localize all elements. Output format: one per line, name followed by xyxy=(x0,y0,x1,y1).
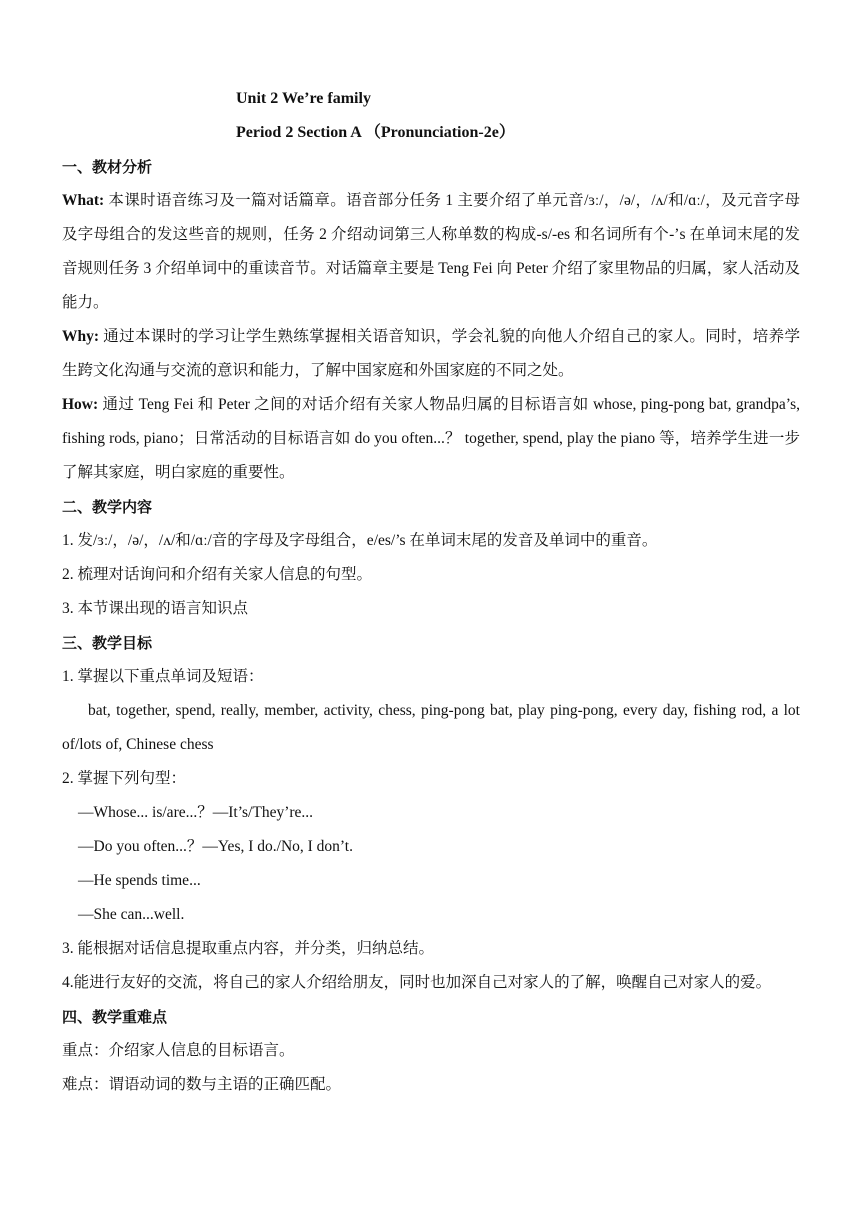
what-text: 本课时语音练习及一篇对话篇章。语音部分任务 1 主要介绍了单元音/ɜː/，/ə/，/ʌ/和/ɑː/，及元音字母及字母组合的发这些音的规则，任务 2 介绍动词第三人称单数的构成-s/-es 和名词所有个-’s 在单词末尾的发音规则任务 3 介绍单词中的重读音节。对话篇章主要是 Teng Fei 向 Peter 介绍了家里物品的归属，家人活动及能力。 xyxy=(62,192,800,311)
sentence-pattern: —She can...well. xyxy=(78,906,185,923)
key-point: 重点：介绍家人信息的目标语言。 xyxy=(62,1042,295,1059)
why-label: Why: xyxy=(62,328,100,345)
content-item: 1. 发/ɜː/，/ə/，/ʌ/和/ɑː/音的字母及字母组合，e/es/’s 在单词末尾的发音及单词中的重音。 xyxy=(62,532,658,549)
objective-item-4: 4.能进行友好的交流，将自己的家人介绍给朋友，同时也加深自己对家人的了解，唤醒自己对家人的爱。 xyxy=(62,974,772,991)
what-paragraph xyxy=(62,184,800,320)
why-text: 通过本课时的学习让学生熟练掌握相关语音知识，学会礼貌的向他人介绍自己的家人。同时，培养学生跨文化沟通与交流的意识和能力，了解中国家庭和外国家庭的不同之处。 xyxy=(62,328,800,379)
unit-title: Unit 2 We’re family xyxy=(236,90,371,107)
sentence-pattern: —He spends time... xyxy=(78,872,201,889)
content-item: 3. 本节课出现的语言知识点 xyxy=(62,600,249,617)
period-title: Period 2 Section A （Pronunciation-2e） xyxy=(236,124,515,141)
vocabulary-list: bat, together, spend, really, member, activity, chess, ping-pong bat, play ping-pong, every day, fishing rod, a lot of/lots of, Chinese chess xyxy=(62,702,800,753)
section-heading-analysis: 一、教材分析 xyxy=(62,158,153,176)
difficult-point: 难点：谓语动词的数与主语的正确匹配。 xyxy=(62,1076,342,1093)
how-label: How: xyxy=(62,396,99,413)
document-page xyxy=(62,82,800,1102)
how-paragraph xyxy=(62,388,800,490)
section-heading-content: 二、教学内容 xyxy=(62,498,153,516)
sentence-pattern: —Do you often...？—Yes, I do./No, I don’t. xyxy=(78,838,353,855)
why-paragraph xyxy=(62,320,800,388)
sentence-pattern: —Whose... is/are...？—It’s/They’re... xyxy=(78,804,314,821)
how-text: 通过 Teng Fei 和 Peter 之间的对话介绍有关家人物品归属的目标语言如 whose, ping-pong bat, grandpa’s, fishing rods, piano；日常活动的目标语言如 do you often...？ together, spend, play the piano 等，培养学生进一步了解其家庭，明白家庭的重要性。 xyxy=(62,396,800,481)
objective-item-2: 2. 掌握下列句型： xyxy=(62,770,187,787)
objective-item-1: 1. 掌握以下重点单词及短语： xyxy=(62,668,264,685)
objective-item-3: 3. 能根据对话信息提取重点内容，并分类，归纳总结。 xyxy=(62,940,435,957)
section-heading-objectives: 三、教学目标 xyxy=(62,634,153,652)
section-heading-key-points: 四、教学重难点 xyxy=(62,1008,168,1026)
what-label: What: xyxy=(62,192,105,209)
content-item: 2. 梳理对话询问和介绍有关家人信息的句型。 xyxy=(62,566,373,583)
